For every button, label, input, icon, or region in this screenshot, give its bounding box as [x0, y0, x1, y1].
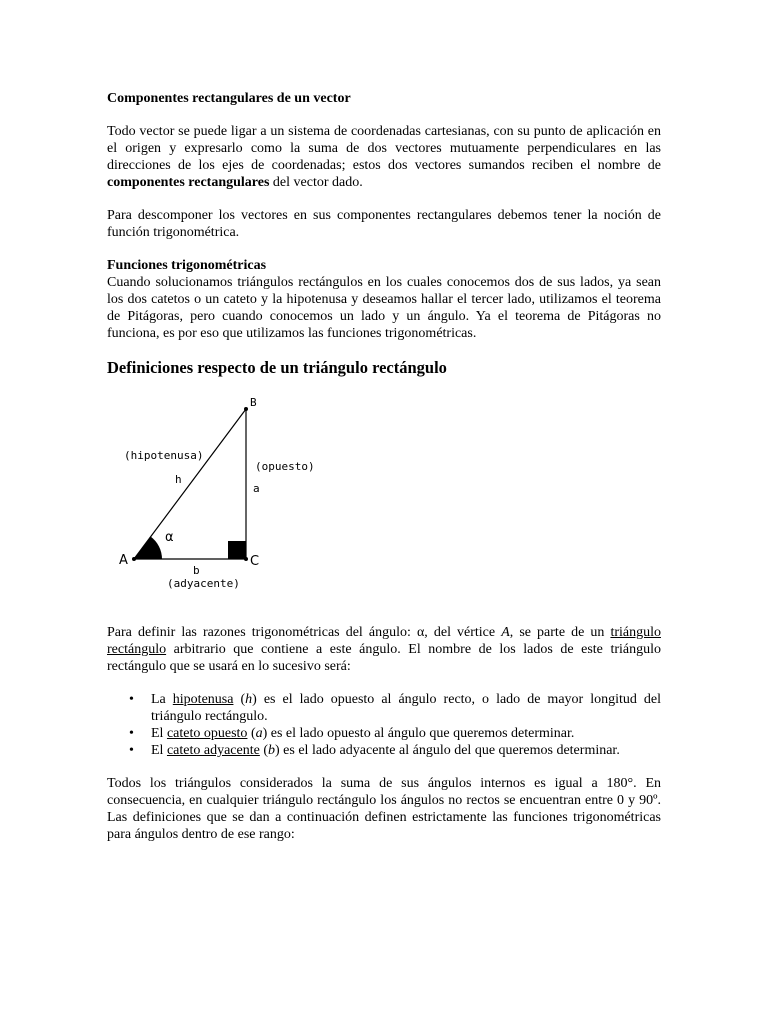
trig-functions-paragraph: Cuando solucionamos triángulos rectángulos en los cuales conocemos dos de sus lados, ya sean los dos catetos o un cateto y la hipotenusa y deseamos hallar el tercer lado, utilizamos el teorema de Pitágoras, pero cuando conocemos un lado y un ángulo. Ya el teorema de Pitágoras no funciona, es por eso que utilizamos las funciones trigonométricas. — [107, 275, 661, 341]
definition-text-4: arbitrario que contiene a este ángulo. El nombre de los lados de este triángulo rectángulo que se usará en lo sucesivo será: — [107, 642, 661, 674]
intro-paragraph — [107, 123, 661, 191]
item-paren: ( — [247, 726, 256, 741]
vertex-c-dot — [244, 557, 248, 561]
list-item-adjacent — [151, 742, 661, 759]
item-paren: ( — [233, 692, 246, 707]
hypotenuse-name-label: (hipotenusa) — [124, 449, 204, 462]
item-description: ) es el lado opuesto al ángulo que queremos determinar. — [262, 726, 575, 741]
definition-text-1: Para definir las razones trigonométricas del ángulo: — [107, 625, 417, 640]
item-prefix: El — [151, 743, 167, 758]
list-item-opposite — [151, 725, 661, 742]
item-prefix: El — [151, 726, 167, 741]
right-triangle-figure — [107, 392, 661, 602]
opposite-name-label: (opuesto) — [255, 460, 315, 473]
definition-text-3: , se parte de un — [509, 625, 611, 640]
adjacent-name-label: (adyacente) — [167, 577, 240, 590]
sides-list — [107, 691, 661, 759]
item-variable: h — [245, 692, 253, 707]
item-variable: a — [255, 726, 263, 741]
vertex-c-label: C — [250, 554, 260, 569]
definitions-title: Definiciones respecto de un triángulo rectángulo — [107, 358, 447, 377]
definition-paragraph — [107, 624, 661, 675]
vertex-b-dot — [244, 407, 248, 411]
right-angle-marker — [228, 541, 246, 559]
alpha-symbol: α — [416, 625, 425, 640]
page-title: Componentes rectangulares de un vector — [107, 91, 351, 106]
item-variable: b — [268, 743, 276, 758]
item-prefix: La — [151, 692, 173, 707]
opposite-letter-label: a — [253, 482, 260, 495]
angles-sum-paragraph: Todos los triángulos considerados la suma de sus ángulos internos es igual a 180°. En consecuencia, en cualquier triángulo rectángulo los ángulos no rectos se encuentran entre 0 y 90º. Las definiciones que se dan a continuación definen estrictamente las funciones trigonométricas para ángulos dentro de ese rango: — [107, 776, 661, 842]
adjacent-leg-link[interactable]: cateto adyacente — [166, 743, 260, 758]
item-paren: ( — [259, 743, 269, 758]
decompose-paragraph: Para descomponer los vectores en sus componentes rectangulares debemos tener la noción de función trigonométrica. — [107, 208, 661, 240]
vertex-b-label: B — [250, 396, 257, 409]
definition-text-2: , del vértice — [424, 625, 502, 640]
hypotenuse-line — [134, 409, 246, 559]
hypotenuse-letter-label: h — [175, 473, 182, 486]
angle-alpha-label: α — [165, 530, 174, 545]
vertex-ref: A — [501, 625, 510, 640]
vertex-a-label: A — [119, 553, 128, 568]
intro-text: Todo vector se puede ligar a un sistema de coordenadas cartesianas, con su punto de aplicación en el origen y expresarlo como la suma de dos vectores mutuamente perpendiculares en las direcciones de los ejes de coordenadas; estos dos vectores sumandos reciben el nombre de — [107, 124, 661, 173]
intro-bold-term: componentes rectangulares — [107, 175, 270, 190]
item-description: ) es el lado opuesto al ángulo recto, o lado de mayor longitud del triángulo rectángulo. — [151, 692, 662, 724]
list-item-hypotenuse — [151, 691, 661, 725]
opposite-leg-link[interactable]: cateto opuesto — [166, 726, 248, 741]
vertex-a-dot — [132, 557, 136, 561]
item-description: ) es el lado adyacente al ángulo del que queremos determinar. — [275, 743, 620, 758]
section-title-trig-functions: Funciones trigonométricas — [107, 258, 267, 273]
right-triangle-link[interactable]: triángulo rectángulo — [107, 625, 661, 657]
document-page — [107, 90, 661, 859]
adjacent-letter-label: b — [193, 564, 200, 577]
intro-text-end: del vector dado. — [269, 175, 363, 190]
hypotenuse-link[interactable]: hipotenusa — [172, 692, 234, 707]
triangle-diagram — [107, 392, 661, 602]
